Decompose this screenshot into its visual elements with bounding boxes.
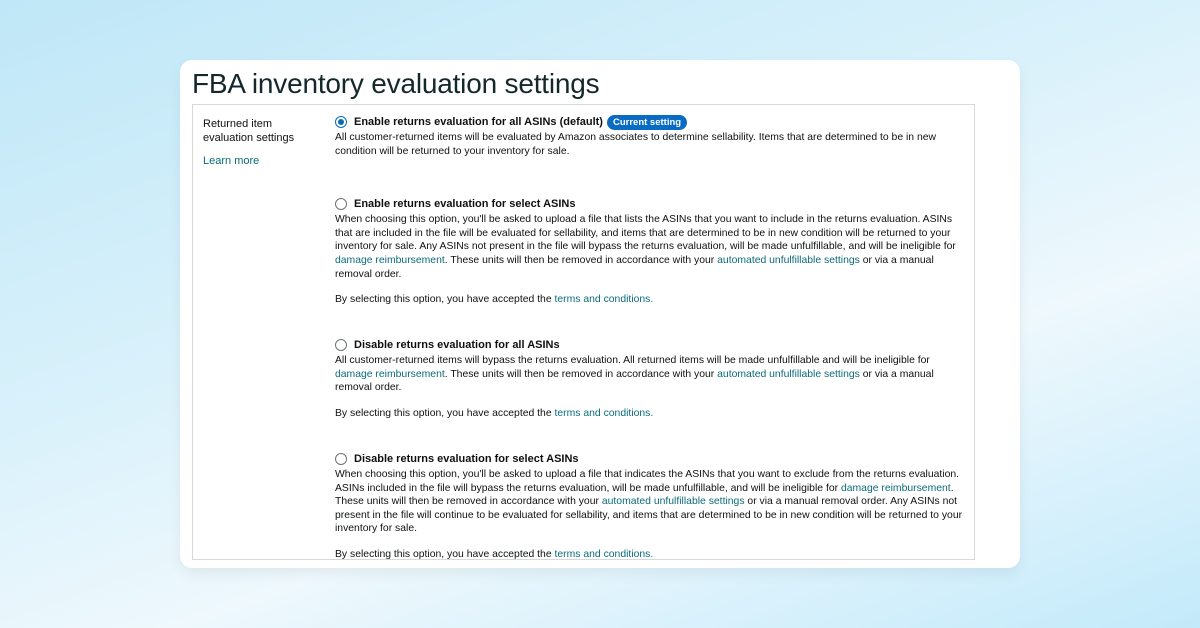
- damage-reimbursement-link[interactable]: damage reimbursement: [335, 254, 445, 266]
- option-header[interactable]: [335, 196, 967, 212]
- automated-unfulfillable-link[interactable]: automated unfulfillable settings: [717, 254, 860, 266]
- learn-more-link[interactable]: Learn more: [203, 155, 260, 167]
- desc-text: or via a manual removal order.: [335, 368, 934, 394]
- current-setting-badge: Current setting: [607, 115, 687, 130]
- terms-text: By selecting this option, you have accepted the: [335, 294, 555, 306]
- automated-unfulfillable-link[interactable]: automated unfulfillable settings: [601, 496, 745, 508]
- radio-selected[interactable]: [335, 116, 347, 128]
- desc-text: All customer-returned items will bypass the returns evaluation. All returned items will be made unfulfillable and will be ineligible for: [335, 355, 930, 367]
- terms-text: By selecting this option, you have accepted the: [335, 407, 555, 419]
- options-list: [335, 114, 967, 584]
- desc-text: When choosing this option, you'll be asked to upload a file that lists the ASINs that you want to include in the returns evaluation. ASINs that are included in the file will be evaluated for sellability, and items that are determined to be in new condition will be returned to your inventory for sale. Any ASINs not present in the file will bypass the returns evaluation, will be made unfulfillable, and will be ineligible for: [335, 214, 956, 253]
- option-label: Disable returns evaluation for select ASINs: [354, 452, 579, 465]
- terms-line: [335, 549, 967, 560]
- option-label: Enable returns evaluation for all ASINs (default): [354, 116, 603, 128]
- option-enable-all: [335, 114, 967, 158]
- desc-text: or via a manual removal order.: [335, 254, 934, 280]
- desc-text: When choosing this option, you'll be asked to upload a file that indicates the ASINs that you want to exclude from the returns evaluation. ASINs included in the file will bypass the returns evaluation, will be made unfulfillable, and will be ineligible for: [335, 468, 960, 494]
- option-header[interactable]: [335, 451, 967, 467]
- terms-line: [335, 294, 967, 305]
- radio-unselected[interactable]: [335, 198, 347, 210]
- terms-text: By selecting this option, you have accepted the: [335, 548, 555, 560]
- settings-panel: [192, 104, 975, 560]
- desc-text: . These units will then be removed in accordance with your: [444, 368, 718, 380]
- section-label: Returned item evaluation settings: [203, 118, 295, 144]
- terms-link[interactable]: terms and conditions.: [554, 294, 654, 306]
- damage-reimbursement-link[interactable]: damage reimbursement: [840, 482, 951, 494]
- option-description: [335, 354, 967, 395]
- option-disable-select: [335, 451, 967, 560]
- page-title: FBA inventory evaluation settings: [192, 68, 600, 99]
- terms-link[interactable]: terms and conditions.: [554, 407, 654, 419]
- automated-unfulfillable-link[interactable]: automated unfulfillable settings: [717, 368, 860, 380]
- desc-text: or via a manual removal order. Any ASINs not present in the file will continue to be evaluated for sellability, and items that are determined to be in new condition will be returned to your inventory for sale.: [335, 496, 963, 535]
- option-description: [335, 468, 967, 536]
- terms-link[interactable]: terms and conditions.: [554, 548, 654, 560]
- desc-text: . These units will then be removed in accordance with your: [444, 254, 718, 266]
- radio-unselected[interactable]: [335, 339, 347, 351]
- settings-card: [180, 60, 1020, 568]
- option-header[interactable]: [335, 337, 967, 353]
- terms-line: [335, 408, 967, 419]
- option-header[interactable]: [335, 114, 967, 130]
- option-disable-all: [335, 337, 967, 419]
- desc-text: . These units will then be removed in accordance with your: [335, 482, 954, 508]
- option-label: Enable returns evaluation for select ASINs: [354, 198, 576, 211]
- option-label: Disable returns evaluation for all ASINs: [354, 339, 560, 352]
- radio-unselected[interactable]: [335, 453, 347, 465]
- damage-reimbursement-link[interactable]: damage reimbursement: [335, 368, 445, 380]
- option-description: [335, 213, 967, 281]
- option-description: All customer-returned items will be evaluated by Amazon associates to determine sellability. Items that are determined to be in new condition will be returned to your inventory for sale.: [335, 132, 937, 157]
- option-enable-select: [335, 196, 967, 305]
